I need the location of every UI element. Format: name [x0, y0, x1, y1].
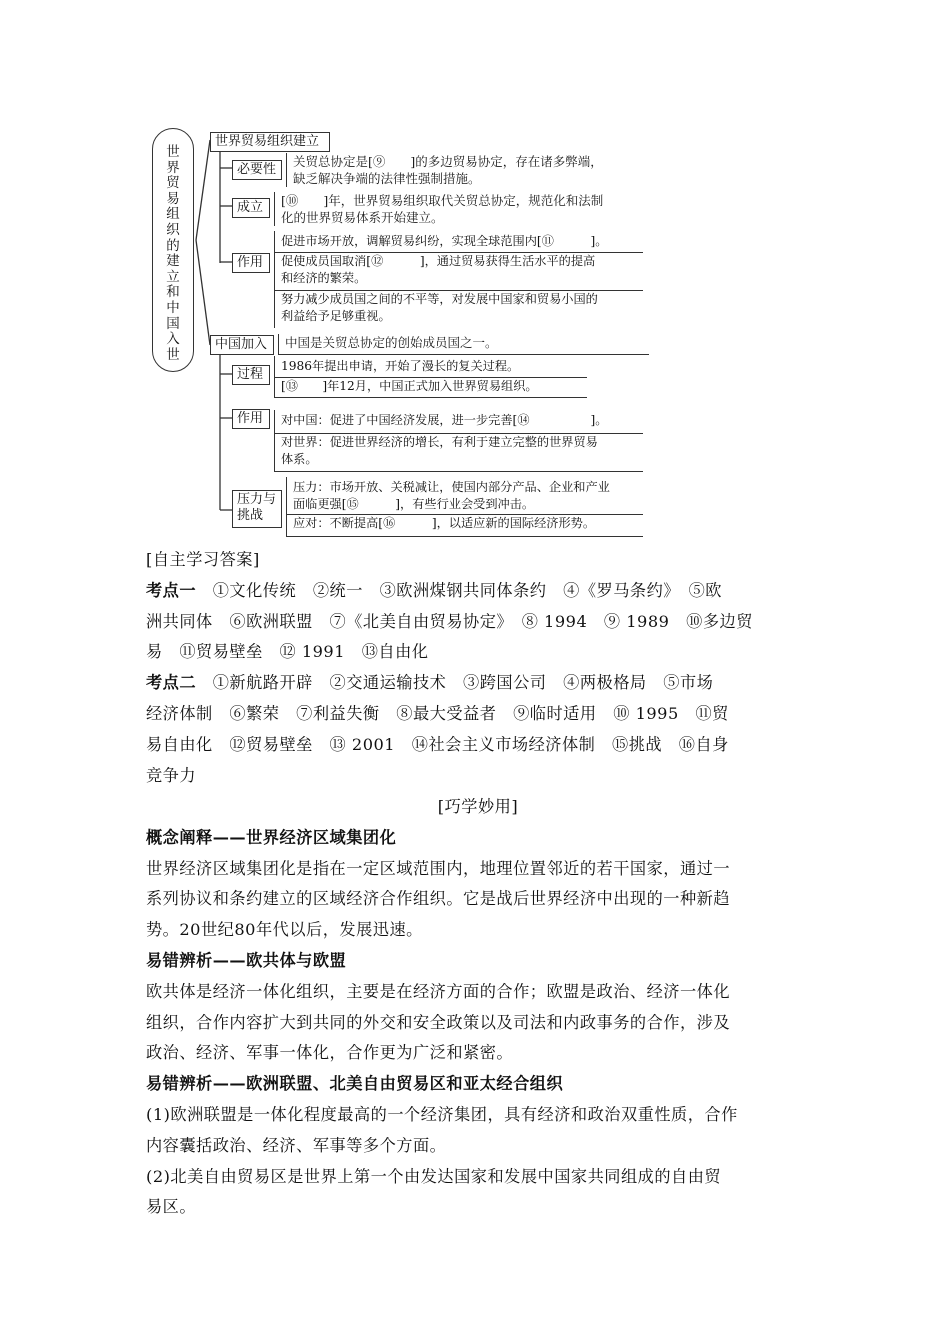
s3-line: (2)北美自由贸易区是世界上第一个由发达国家和发展中国家共同组成的自由贸: [146, 1166, 722, 1186]
s3-line: 内容囊括政治、经济、军事等多个方面。: [146, 1135, 447, 1155]
china-founder-line: 中国是关贸总协定的创始成员国之一。: [285, 335, 498, 350]
wto-role-label-box: [232, 253, 270, 273]
s2-line: 欧共体是经济一体化组织，主要是在经济方面的合作；欧盟是政治、经济一体化: [146, 981, 731, 1001]
china-title: 中国加入: [215, 337, 268, 352]
founding-label: 成立: [237, 200, 264, 215]
necessity-label: 必要性: [237, 162, 277, 177]
process-item: [275, 358, 587, 378]
wto-role-line: 努力减少成员国之间的不平等，对发展中国家和贸易小国的: [281, 292, 598, 306]
wto-role-label: 作用: [237, 255, 264, 270]
pressure-line: 应对：不断提高[⑯ ]，以适应新的国际经济形势。: [293, 516, 596, 530]
s2-line: 组织，合作内容扩大到共同的外交和安全政策以及司法和内政事务的合作，涉及: [146, 1012, 731, 1032]
k2-line: 经济体制 ⑥繁荣 ⑦利益失衡 ⑧最大受益者 ⑨临时适用 ⑩ 1995 ⑪贸: [146, 703, 729, 723]
china-effect-line: 对世界：促进世界经济的增长，有利于建立完整的世界贸易: [281, 435, 598, 449]
answers-heading: [自主学习答案]: [146, 550, 260, 569]
tips-heading: [巧学妙用]: [437, 797, 519, 816]
wto-role-line: 促进市场开放，调解贸易纠纷，实现全球范围内[⑪ ]。: [281, 234, 608, 248]
china-effect-item: [275, 412, 643, 434]
s3-line: 易区。: [146, 1197, 197, 1217]
process-line: [⑬ ]年12月，中国正式加入世界贸易组织。: [281, 379, 538, 393]
process-label-box: [232, 365, 270, 385]
k1-label: 考点一: [146, 580, 197, 600]
wto-title: 世界贸易组织建立: [215, 134, 320, 149]
k2-label: 考点二: [146, 673, 197, 693]
founding-text: [274, 192, 653, 226]
wto-role-item: [275, 233, 643, 253]
process-label: 过程: [237, 367, 264, 382]
necessity-line: 关贸总协定是[⑨ ]的多边贸易协定，存在诸多弊端，: [293, 154, 603, 169]
pressure-line: 压力：市场开放、关税减让，使国内部分产品、企业和产业: [293, 480, 610, 494]
k2-line: 易自由化 ⑫贸易壁垒 ⑬ 2001 ⑭社会主义市场经济体制 ⑮挑战 ⑯自身: [146, 734, 729, 754]
wto-role-list: [274, 231, 643, 328]
k2-line: 竞争力: [146, 765, 197, 785]
wto-title-box: [210, 132, 330, 152]
k1-line: 易 ⑪贸易壁垒 ⑫ 1991 ⑬自由化: [146, 642, 429, 662]
china-effect-list: [274, 410, 643, 472]
s2-title: 易错辨析——欧共体与欧盟: [146, 950, 347, 970]
s1-line: 势。20世纪80年代以后，发展迅速。: [146, 920, 423, 940]
china-effect-label: 作用: [237, 411, 264, 426]
necessity-label-box: [232, 160, 282, 180]
s3-line: (1)欧洲联盟是一体化程度最高的一个经济集团，具有经济和政治双重性质，合作: [146, 1104, 738, 1124]
tips-section: [146, 792, 810, 1223]
china-effect-line: 体系。: [281, 452, 318, 466]
necessity-line: 缺乏解决争端的法律性强制措施。: [293, 171, 481, 186]
necessity-text: [286, 153, 653, 187]
s1-line: 世界经济区域集团化是指在一定区域范围内，地理位置邻近的若干国家，通过一: [146, 858, 731, 878]
root-topic: [152, 128, 194, 372]
pressure-line: 面临更强[⑮ ]，有些行业会受到冲击。: [293, 497, 535, 511]
s2-line: 政治、经济、军事一体化，合作更为广泛和紧密。: [146, 1043, 514, 1063]
wto-role-line: 促使成员国取消[⑫ ]，通过贸易获得生活水平的提高: [281, 254, 596, 268]
founding-line: [⑩ ]年，世界贸易组织取代关贸总协定，规范化和法制: [281, 193, 604, 208]
founding-label-box: [232, 198, 270, 218]
china-founder-note: [278, 334, 649, 355]
concept-diagram: [140, 120, 660, 540]
s1-title: 概念阐释——世界经济区域集团化: [146, 827, 397, 847]
pressure-label-box: [232, 490, 282, 528]
founding-line: 化的世界贸易体系开始建立。: [281, 210, 444, 225]
wto-role-line: 利益给予足够重视。: [281, 309, 391, 323]
china-effect-item: [275, 434, 643, 472]
wto-role-item: [275, 253, 643, 291]
process-line: 1986年提出申请，开始了漫长的复关过程。: [281, 359, 520, 373]
china-title-box: [210, 335, 274, 355]
s3-title: 易错辨析——欧洲联盟、北美自由贸易区和亚太经合组织: [146, 1074, 564, 1094]
root-topic-text: 世界贸易组织的建立和中国入世: [166, 144, 180, 363]
wto-role-item: [275, 291, 643, 328]
wto-role-line: 和经济的繁荣。: [281, 271, 367, 285]
answers-section: [146, 545, 810, 791]
pressure-item: [287, 515, 643, 537]
s1-line: 系列协议和条约建立的区域经济合作组织。它是战后世界经济中出现的一种新趋: [146, 889, 731, 909]
pressure-label-line: 挑战: [237, 508, 264, 523]
process-list: [274, 356, 587, 398]
k2-line: ①新航路开辟 ②交通运输技术 ③跨国公司 ④两极格局 ⑤市场: [212, 673, 714, 693]
process-item: [275, 378, 587, 398]
pressure-item: [287, 479, 643, 515]
k1-line: ①文化传统 ②统一 ③欧洲煤钢共同体条约 ④《罗马条约》 ⑤欧: [212, 580, 722, 600]
pressure-label-line: 压力与: [237, 492, 277, 507]
china-effect-line: 对中国：促进了中国经济发展，进一步完善[⑭ ]。: [281, 413, 608, 427]
k1-line: 洲共同体 ⑥欧洲联盟 ⑦《北美自由贸易协定》 ⑧ 1994 ⑨ 1989 ⑩多边贸: [146, 611, 753, 631]
china-effect-label-box: [232, 409, 270, 429]
pressure-list: [286, 477, 643, 537]
